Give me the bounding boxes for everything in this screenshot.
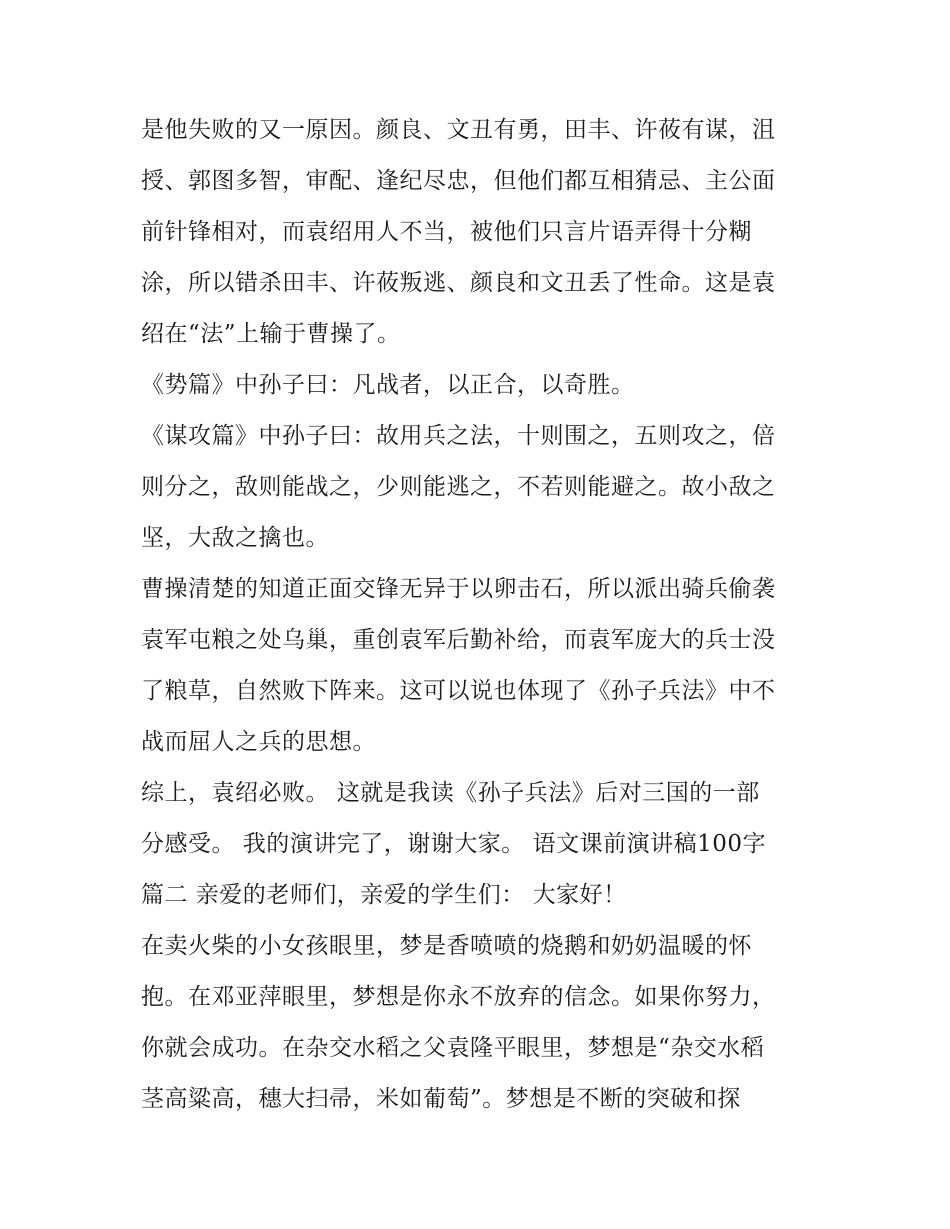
text-line: 曹操清楚的知道正面交锋无异于以卵击石，所以派出骑兵偷袭 xyxy=(141,576,776,602)
text-line: 是他失败的又一原因。颜良、文丑有勇，田丰、许莜有谋，沮 xyxy=(141,117,776,143)
text-line: 绍在“法”上输于曹操了。 xyxy=(141,321,401,347)
text-line: 综上，袁绍必败。 这就是我读《孙子兵法》后对三国的一部 xyxy=(141,780,760,806)
text-line: 袁军屯粮之处乌巢，重创袁军后勤补给，而袁军庞大的兵士没 xyxy=(141,627,776,653)
text-line: 《谋攻篇》中孙子曰：故用兵之法，十则围之，五则攻之，倍 xyxy=(141,423,776,449)
text-line: 分感受。 我的演讲完了，谢谢大家。 语文课前演讲稿100字 xyxy=(141,831,767,857)
text-line: 在卖火柴的小女孩眼里，梦是香喷喷的烧鹅和奶奶温暖的怀 xyxy=(141,933,752,959)
text-line: 坚，大敌之擒也。 xyxy=(141,525,329,551)
text-line: 篇二 亲爱的老师们，亲爱的学生们： 大家好！ xyxy=(141,882,627,908)
text-line: 茎高粱高，穗大扫帚，米如葡萄”。梦想是不断的突破和探 xyxy=(141,1086,741,1112)
text-line: 则分之，敌则能战之，少则能逃之，不若则能避之。故小敌之 xyxy=(141,474,776,500)
text-line: 你就会成功。在杂交水稻之父袁隆平眼里，梦想是“杂交水稻 xyxy=(141,1035,765,1061)
text-line: 抱。在邓亚萍眼里，梦想是你永不放弃的信念。如果你努力， xyxy=(141,984,776,1010)
text-line: 《势篇》中孙子曰：凡战者，以正合，以奇胜。 xyxy=(141,372,635,398)
text-line: 前针锋相对，而袁绍用人不当，被他们只言片语弄得十分糊 xyxy=(141,219,752,245)
text-line: 授、郭图多智，审配、逢纪尽忠，但他们都互相猜忌、主公面 xyxy=(141,168,776,194)
text-line: 了粮草，自然败下阵来。这可以说也体现了《孙子兵法》中不 xyxy=(141,678,776,704)
text-line: 战而屈人之兵的思想。 xyxy=(141,729,376,755)
text-line: 涂，所以错杀田丰、许莜叛逃、颜良和文丑丢了性命。这是袁 xyxy=(141,270,776,296)
body-text xyxy=(141,105,821,1125)
